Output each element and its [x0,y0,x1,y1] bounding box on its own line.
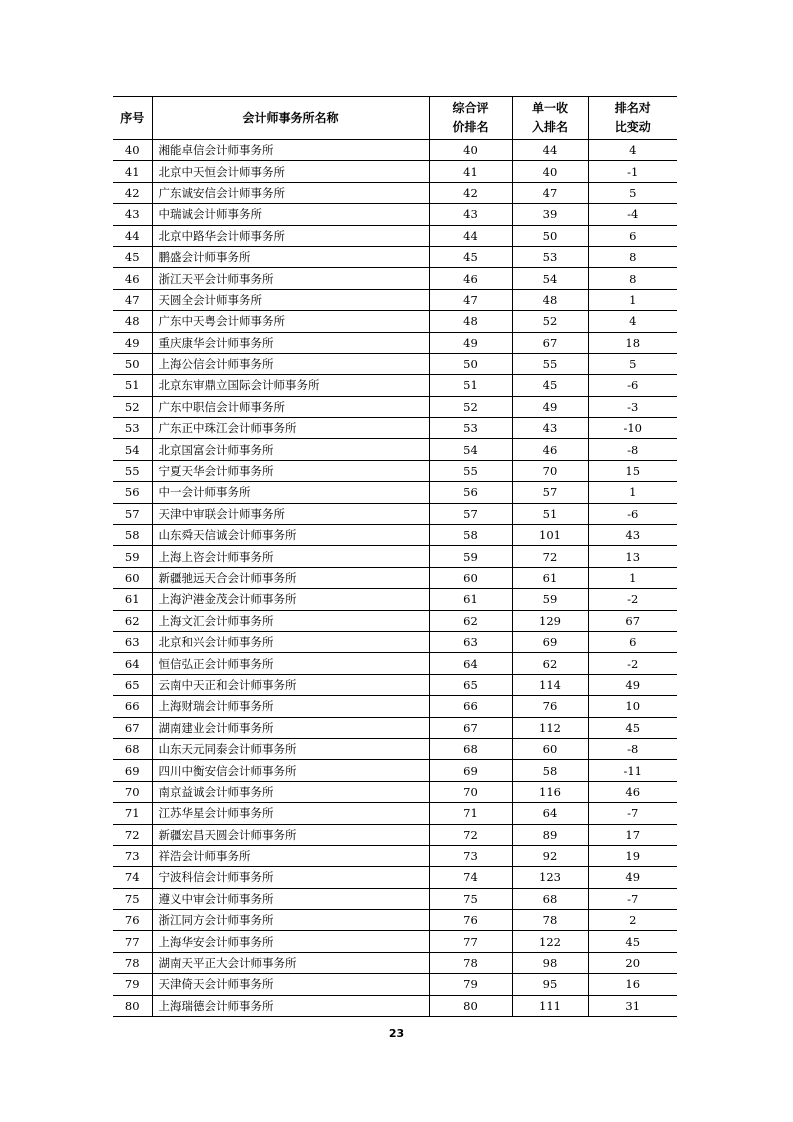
cell-serial-number: 54 [113,439,152,460]
cell-serial-number: 44 [113,225,152,246]
cell-serial-number: 73 [113,845,152,866]
header-overall-rank-line1: 综合评 [452,101,489,115]
table-row [113,503,677,524]
cell-serial-number: 79 [113,974,152,995]
table-row [113,482,677,503]
cell-overall-rank: 44 [429,225,512,246]
cell-overall-rank: 50 [429,353,512,374]
cell-overall-rank: 46 [429,268,512,289]
cell-income-rank: 114 [512,674,588,695]
cell-income-rank: 78 [512,910,588,931]
page-number: 23 [388,1027,405,1040]
cell-overall-rank: 59 [429,546,512,567]
cell-rank-change: 16 [588,974,677,995]
cell-rank-change: -4 [588,204,677,225]
cell-income-rank: 46 [512,439,588,460]
cell-overall-rank: 53 [429,418,512,439]
cell-serial-number: 45 [113,246,152,267]
cell-serial-number: 70 [113,781,152,802]
table-row [113,931,677,952]
cell-firm-name: 宁夏天华会计师事务所 [152,460,429,481]
cell-rank-change: 5 [588,353,677,374]
cell-firm-name: 宁波科信会计师事务所 [152,867,429,888]
cell-rank-change: 1 [588,482,677,503]
header-income-rank [512,97,588,140]
cell-overall-rank: 49 [429,332,512,353]
cell-overall-rank: 73 [429,845,512,866]
cell-serial-number: 75 [113,888,152,909]
cell-overall-rank: 55 [429,460,512,481]
table-row [113,888,677,909]
cell-income-rank: 52 [512,311,588,332]
cell-overall-rank: 64 [429,653,512,674]
cell-firm-name: 山东舜天信诚会计师事务所 [152,525,429,546]
cell-income-rank: 95 [512,974,588,995]
cell-rank-change: 67 [588,610,677,631]
cell-overall-rank: 70 [429,781,512,802]
cell-income-rank: 64 [512,803,588,824]
cell-firm-name: 江苏华星会计师事务所 [152,803,429,824]
cell-rank-change: 8 [588,246,677,267]
cell-firm-name: 浙江天平会计师事务所 [152,268,429,289]
cell-firm-name: 北京国富会计师事务所 [152,439,429,460]
cell-income-rank: 68 [512,888,588,909]
cell-firm-name: 湘能卓信会计师事务所 [152,140,429,161]
cell-rank-change: 10 [588,696,677,717]
cell-rank-change: -8 [588,439,677,460]
cell-overall-rank: 79 [429,974,512,995]
cell-overall-rank: 43 [429,204,512,225]
cell-serial-number: 76 [113,910,152,931]
cell-rank-change: 15 [588,460,677,481]
cell-serial-number: 55 [113,460,152,481]
cell-rank-change: 45 [588,931,677,952]
cell-income-rank: 59 [512,589,588,610]
cell-firm-name: 中瑞诚会计师事务所 [152,204,429,225]
cell-firm-name: 北京中路华会计师事务所 [152,225,429,246]
table-row [113,995,677,1016]
cell-rank-change: -11 [588,760,677,781]
cell-firm-name: 新疆驰远天合会计师事务所 [152,567,429,588]
table-row [113,696,677,717]
cell-serial-number: 40 [113,140,152,161]
table-row [113,396,677,417]
table-row [113,589,677,610]
cell-firm-name: 天津倚天会计师事务所 [152,974,429,995]
table-row [113,182,677,203]
cell-income-rank: 62 [512,653,588,674]
cell-firm-name: 广东正中珠江会计师事务所 [152,418,429,439]
cell-serial-number: 74 [113,867,152,888]
cell-firm-name: 广东诚安信会计师事务所 [152,182,429,203]
cell-income-rank: 39 [512,204,588,225]
cell-serial-number: 71 [113,803,152,824]
cell-firm-name: 上海瑞德会计师事务所 [152,995,429,1016]
cell-serial-number: 41 [113,161,152,182]
cell-serial-number: 64 [113,653,152,674]
table-row [113,910,677,931]
cell-serial-number: 53 [113,418,152,439]
cell-income-rank: 48 [512,289,588,310]
cell-income-rank: 53 [512,246,588,267]
cell-overall-rank: 77 [429,931,512,952]
cell-income-rank: 112 [512,717,588,738]
cell-firm-name: 上海公信会计师事务所 [152,353,429,374]
cell-overall-rank: 66 [429,696,512,717]
cell-income-rank: 61 [512,567,588,588]
cell-income-rank: 51 [512,503,588,524]
cell-firm-name: 山东天元同泰会计师事务所 [152,738,429,759]
header-overall-rank-line2: 价排名 [452,120,489,134]
cell-rank-change: -8 [588,738,677,759]
cell-rank-change: -6 [588,375,677,396]
cell-income-rank: 67 [512,332,588,353]
cell-income-rank: 60 [512,738,588,759]
cell-overall-rank: 45 [429,246,512,267]
cell-serial-number: 69 [113,760,152,781]
table-row [113,952,677,973]
table-row [113,268,677,289]
cell-overall-rank: 68 [429,738,512,759]
cell-overall-rank: 54 [429,439,512,460]
cell-income-rank: 55 [512,353,588,374]
table-row [113,375,677,396]
table-header [113,97,677,140]
cell-overall-rank: 65 [429,674,512,695]
cell-income-rank: 50 [512,225,588,246]
cell-rank-change: 8 [588,268,677,289]
cell-income-rank: 129 [512,610,588,631]
cell-rank-change: 43 [588,525,677,546]
cell-serial-number: 43 [113,204,152,225]
cell-serial-number: 61 [113,589,152,610]
cell-overall-rank: 63 [429,631,512,652]
cell-firm-name: 四川中衡安信会计师事务所 [152,760,429,781]
cell-rank-change: 49 [588,674,677,695]
cell-firm-name: 上海文汇会计师事务所 [152,610,429,631]
cell-firm-name: 上海财瑞会计师事务所 [152,696,429,717]
table-body [113,140,677,1017]
cell-overall-rank: 71 [429,803,512,824]
cell-overall-rank: 48 [429,311,512,332]
cell-overall-rank: 69 [429,760,512,781]
cell-rank-change: 6 [588,631,677,652]
cell-rank-change: 20 [588,952,677,973]
header-income-rank-line1: 单一收 [531,101,568,115]
cell-serial-number: 60 [113,567,152,588]
cell-firm-name: 祥浩会计师事务所 [152,845,429,866]
table-row [113,717,677,738]
ranking-table [113,96,677,1017]
table-row [113,439,677,460]
cell-income-rank: 123 [512,867,588,888]
table-row [113,567,677,588]
cell-income-rank: 54 [512,268,588,289]
header-firm-name: 会计师事务所名称 [152,97,429,140]
cell-income-rank: 89 [512,824,588,845]
cell-firm-name: 北京中天恒会计师事务所 [152,161,429,182]
cell-overall-rank: 67 [429,717,512,738]
cell-overall-rank: 56 [429,482,512,503]
cell-overall-rank: 76 [429,910,512,931]
cell-serial-number: 65 [113,674,152,695]
cell-firm-name: 天津中审联会计师事务所 [152,503,429,524]
cell-income-rank: 58 [512,760,588,781]
cell-rank-change: -10 [588,418,677,439]
table-row [113,546,677,567]
cell-income-rank: 49 [512,396,588,417]
cell-rank-change: 2 [588,910,677,931]
cell-serial-number: 52 [113,396,152,417]
cell-firm-name: 上海华安会计师事务所 [152,931,429,952]
cell-overall-rank: 78 [429,952,512,973]
cell-income-rank: 44 [512,140,588,161]
cell-serial-number: 48 [113,311,152,332]
cell-income-rank: 43 [512,418,588,439]
cell-firm-name: 北京和兴会计师事务所 [152,631,429,652]
cell-rank-change: 4 [588,140,677,161]
cell-firm-name: 上海上咨会计师事务所 [152,546,429,567]
cell-rank-change: 6 [588,225,677,246]
cell-firm-name: 恒信弘正会计师事务所 [152,653,429,674]
cell-income-rank: 69 [512,631,588,652]
cell-overall-rank: 41 [429,161,512,182]
cell-serial-number: 62 [113,610,152,631]
cell-overall-rank: 60 [429,567,512,588]
cell-overall-rank: 72 [429,824,512,845]
cell-overall-rank: 47 [429,289,512,310]
cell-firm-name: 湖南天平正大会计师事务所 [152,952,429,973]
cell-firm-name: 上海沪港金茂会计师事务所 [152,589,429,610]
header-row [113,97,677,140]
cell-rank-change: 49 [588,867,677,888]
cell-serial-number: 57 [113,503,152,524]
header-rank-change-line2: 比变动 [614,120,651,134]
cell-serial-number: 51 [113,375,152,396]
table-row [113,974,677,995]
cell-serial-number: 58 [113,525,152,546]
cell-income-rank: 76 [512,696,588,717]
table-row [113,460,677,481]
cell-firm-name: 重庆康华会计师事务所 [152,332,429,353]
cell-serial-number: 46 [113,268,152,289]
table-row [113,525,677,546]
cell-rank-change: 31 [588,995,677,1016]
cell-firm-name: 云南中天正和会计师事务所 [152,674,429,695]
cell-rank-change: 1 [588,289,677,310]
cell-overall-rank: 75 [429,888,512,909]
table-row [113,332,677,353]
table-row [113,161,677,182]
cell-overall-rank: 58 [429,525,512,546]
cell-firm-name: 南京益诚会计师事务所 [152,781,429,802]
cell-overall-rank: 52 [429,396,512,417]
cell-firm-name: 北京东审鼎立国际会计师事务所 [152,375,429,396]
cell-firm-name: 新疆宏昌天圆会计师事务所 [152,824,429,845]
cell-rank-change: 46 [588,781,677,802]
cell-overall-rank: 80 [429,995,512,1016]
cell-rank-change: -6 [588,503,677,524]
cell-rank-change: -1 [588,161,677,182]
cell-serial-number: 47 [113,289,152,310]
table-row [113,140,677,161]
cell-serial-number: 59 [113,546,152,567]
table-row [113,781,677,802]
cell-rank-change: 18 [588,332,677,353]
cell-rank-change: 19 [588,845,677,866]
cell-serial-number: 78 [113,952,152,973]
table-row [113,289,677,310]
table-row [113,204,677,225]
cell-rank-change: -7 [588,888,677,909]
cell-serial-number: 72 [113,824,152,845]
cell-rank-change: -7 [588,803,677,824]
table-row [113,653,677,674]
cell-firm-name: 天圆全会计师事务所 [152,289,429,310]
header-serial-number: 序号 [113,97,152,140]
cell-serial-number: 42 [113,182,152,203]
cell-income-rank: 40 [512,161,588,182]
table-row [113,867,677,888]
cell-income-rank: 72 [512,546,588,567]
cell-rank-change: -2 [588,589,677,610]
cell-serial-number: 63 [113,631,152,652]
table-row [113,845,677,866]
cell-overall-rank: 57 [429,503,512,524]
cell-income-rank: 57 [512,482,588,503]
table-row [113,674,677,695]
table-row [113,824,677,845]
cell-income-rank: 116 [512,781,588,802]
cell-serial-number: 56 [113,482,152,503]
cell-income-rank: 101 [512,525,588,546]
cell-firm-name: 湖南建业会计师事务所 [152,717,429,738]
cell-serial-number: 77 [113,931,152,952]
cell-serial-number: 66 [113,696,152,717]
cell-firm-name: 鹏盛会计师事务所 [152,246,429,267]
cell-serial-number: 50 [113,353,152,374]
table-row [113,418,677,439]
cell-firm-name: 广东中职信会计师事务所 [152,396,429,417]
table-row [113,225,677,246]
cell-income-rank: 122 [512,931,588,952]
cell-rank-change: 5 [588,182,677,203]
cell-rank-change: 45 [588,717,677,738]
cell-firm-name: 浙江同方会计师事务所 [152,910,429,931]
table-row [113,738,677,759]
cell-serial-number: 49 [113,332,152,353]
cell-rank-change: 17 [588,824,677,845]
cell-serial-number: 67 [113,717,152,738]
header-rank-change [588,97,677,140]
cell-income-rank: 111 [512,995,588,1016]
table-row [113,246,677,267]
cell-firm-name: 中一会计师事务所 [152,482,429,503]
cell-overall-rank: 62 [429,610,512,631]
table-row [113,353,677,374]
cell-serial-number: 80 [113,995,152,1016]
table-row [113,610,677,631]
cell-rank-change: 4 [588,311,677,332]
cell-firm-name: 广东中天粤会计师事务所 [152,311,429,332]
cell-overall-rank: 61 [429,589,512,610]
cell-overall-rank: 40 [429,140,512,161]
cell-overall-rank: 74 [429,867,512,888]
table-row [113,803,677,824]
cell-rank-change: 1 [588,567,677,588]
cell-rank-change: -3 [588,396,677,417]
header-overall-rank [429,97,512,140]
table-row [113,311,677,332]
cell-overall-rank: 42 [429,182,512,203]
cell-rank-change: -2 [588,653,677,674]
cell-income-rank: 47 [512,182,588,203]
cell-rank-change: 13 [588,546,677,567]
table-row [113,631,677,652]
header-income-rank-line2: 入排名 [531,120,568,134]
table-row [113,760,677,781]
cell-income-rank: 92 [512,845,588,866]
cell-income-rank: 45 [512,375,588,396]
cell-serial-number: 68 [113,738,152,759]
cell-income-rank: 70 [512,460,588,481]
cell-income-rank: 98 [512,952,588,973]
cell-firm-name: 遵义中审会计师事务所 [152,888,429,909]
cell-overall-rank: 51 [429,375,512,396]
header-rank-change-line1: 排名对 [614,101,651,115]
